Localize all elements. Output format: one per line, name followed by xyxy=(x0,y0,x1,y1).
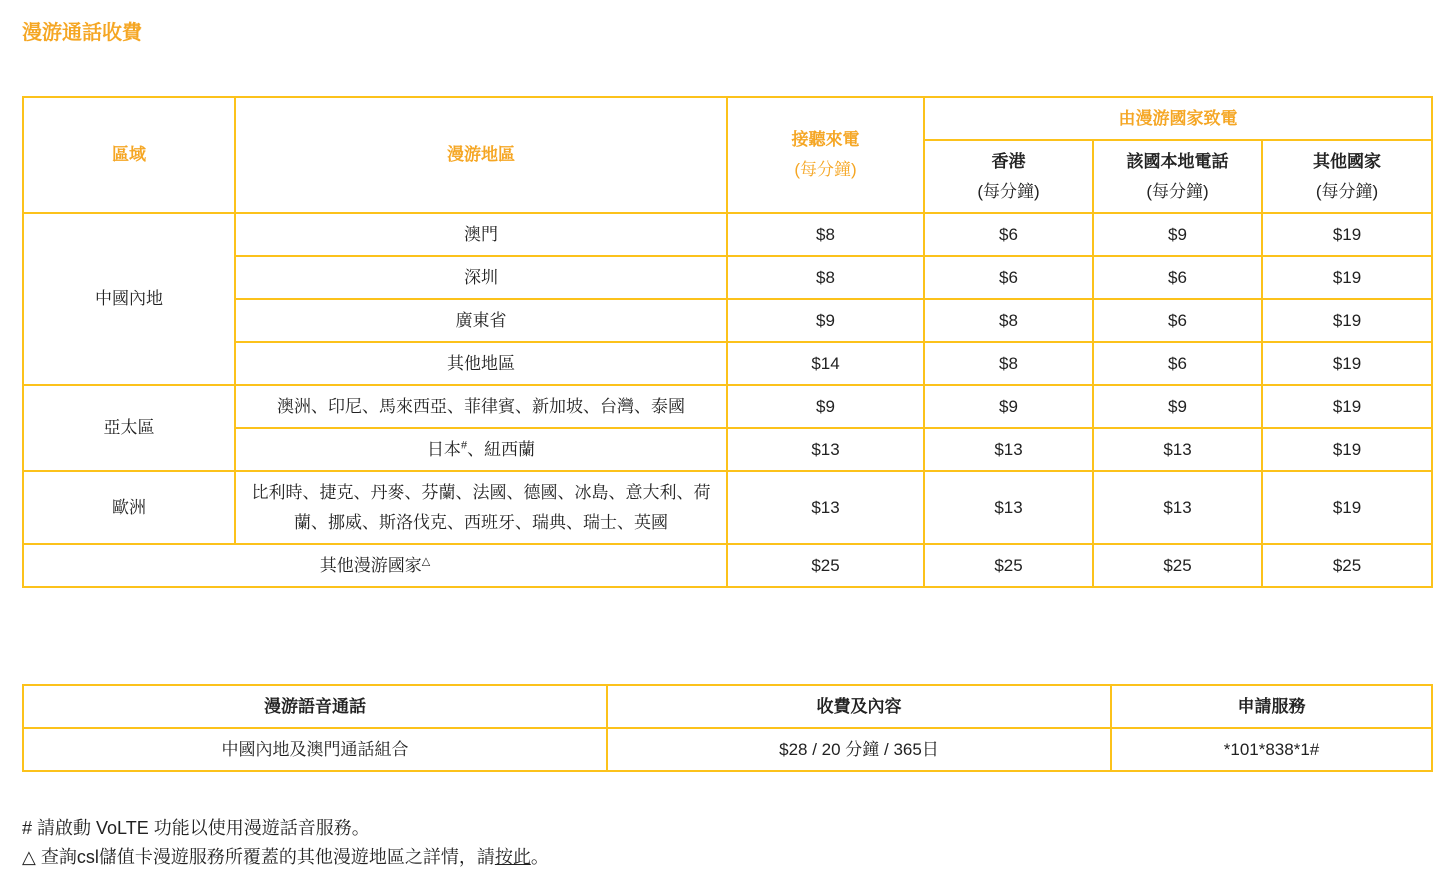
table-row xyxy=(23,299,1432,342)
rate-cell-other: $19 xyxy=(1262,428,1432,471)
header-outgoing-group: 由漫游國家致電 xyxy=(924,97,1432,140)
header-other xyxy=(1262,140,1432,213)
area-cell: 澳門 xyxy=(235,213,727,256)
rate-cell: $25 xyxy=(924,544,1093,587)
rate-cell-hk: $6 xyxy=(924,256,1093,299)
rate-cell-local: $6 xyxy=(1093,299,1262,342)
rate-cell-incoming: $13 xyxy=(727,471,924,544)
header-other-label: 其他國家 xyxy=(1313,151,1381,171)
header-hk xyxy=(924,140,1093,213)
rate-cell: $25 xyxy=(1093,544,1262,587)
rate-cell-hk: $8 xyxy=(924,342,1093,385)
footnotes xyxy=(22,814,549,872)
table-row xyxy=(23,213,1432,256)
rate-cell-incoming: $13 xyxy=(727,428,924,471)
header-incoming xyxy=(727,97,924,213)
area-text: 、紐西蘭 xyxy=(467,439,536,459)
rate-cell-incoming: $14 xyxy=(727,342,924,385)
package-header-apply: 申請服務 xyxy=(1111,685,1432,728)
rate-cell-hk: $9 xyxy=(924,385,1093,428)
other-countries-label xyxy=(23,544,727,587)
table-row xyxy=(23,385,1432,428)
rate-cell-local: $9 xyxy=(1093,213,1262,256)
header-local xyxy=(1093,140,1262,213)
table-row xyxy=(23,256,1432,299)
rate-cell-local: $6 xyxy=(1093,256,1262,299)
rate-cell-other: $19 xyxy=(1262,213,1432,256)
region-cell: 中國內地 xyxy=(23,213,235,385)
region-cell: 歐洲 xyxy=(23,471,235,544)
other-areas-note xyxy=(22,843,549,872)
rate-cell-other: $19 xyxy=(1262,471,1432,544)
rate-cell-other: $19 xyxy=(1262,299,1432,342)
rate-cell-incoming: $8 xyxy=(727,213,924,256)
area-cell xyxy=(235,428,727,471)
other-label: 其他漫游國家 xyxy=(319,555,422,575)
header-area: 漫游地區 xyxy=(235,97,727,213)
rate-cell-incoming: $9 xyxy=(727,385,924,428)
rate-cell-incoming: $8 xyxy=(727,256,924,299)
table-row xyxy=(23,342,1432,385)
rate-cell-hk: $6 xyxy=(924,213,1093,256)
header-unit: (每分鐘) xyxy=(1315,181,1379,201)
area-cell: 其他地區 xyxy=(235,342,727,385)
package-code: *101*838*1# xyxy=(1111,728,1432,771)
header-region: 區域 xyxy=(23,97,235,213)
rate-cell-other: $19 xyxy=(1262,385,1432,428)
rate-cell-hk: $13 xyxy=(924,471,1093,544)
table-row xyxy=(23,428,1432,471)
table-row xyxy=(23,471,1432,544)
header-unit: (每分鐘) xyxy=(1146,181,1209,201)
area-cell: 澳洲、印尼、馬來西亞、菲律賓、新加坡、台灣、泰國 xyxy=(235,385,727,428)
package-header-fee: 收費及內容 xyxy=(607,685,1111,728)
header-unit: (每分鐘) xyxy=(977,181,1040,201)
page-title: 漫游通話收費 xyxy=(22,22,142,44)
other-areas-text: △ 查詢csl儲值卡漫遊服務所覆蓋的其他漫遊地區之詳情，請 xyxy=(22,847,495,867)
rate-cell-local: $6 xyxy=(1093,342,1262,385)
click-here-link[interactable]: 按此 xyxy=(494,847,531,867)
rate-cell: $25 xyxy=(727,544,924,587)
package-header-service: 漫游語音通話 xyxy=(23,685,607,728)
triangle-mark: △ xyxy=(421,554,431,567)
region-cell: 亞太區 xyxy=(23,385,235,471)
rate-cell-local: $9 xyxy=(1093,385,1262,428)
rate-cell-other: $19 xyxy=(1262,342,1432,385)
area-cell: 深圳 xyxy=(235,256,727,299)
header-local-label: 該國本地電話 xyxy=(1126,151,1229,171)
area-cell: 廣東省 xyxy=(235,299,727,342)
note-suffix: 。 xyxy=(530,847,549,867)
package-table xyxy=(22,684,1433,772)
rate-cell-local: $13 xyxy=(1093,471,1262,544)
roaming-rates-table xyxy=(22,96,1433,588)
header-hk-label: 香港 xyxy=(991,151,1026,171)
package-name: 中國內地及澳門通話組合 xyxy=(23,728,607,771)
rate-cell-hk: $13 xyxy=(924,428,1093,471)
package-fee: $28 / 20 分鐘 / 365日 xyxy=(607,728,1111,771)
header-unit: (每分鐘) xyxy=(794,160,857,179)
rate-cell-hk: $8 xyxy=(924,299,1093,342)
rate-cell: $25 xyxy=(1262,544,1432,587)
rate-cell-local: $13 xyxy=(1093,428,1262,471)
rate-cell-other: $19 xyxy=(1262,256,1432,299)
volte-note: # 請啟動 VoLTE 功能以使用漫遊話音服務。 xyxy=(22,818,370,838)
hash-mark: # xyxy=(460,438,468,451)
header-incoming-label: 接聽來電 xyxy=(791,130,860,149)
area-cell: 比利時、捷克、丹麥、芬蘭、法國、德國、冰島、意大利、荷蘭、挪威、斯洛伐克、西班牙、瑞典、瑞士、英國 xyxy=(235,471,727,544)
area-text: 日本 xyxy=(426,439,461,459)
rate-cell-incoming: $9 xyxy=(727,299,924,342)
